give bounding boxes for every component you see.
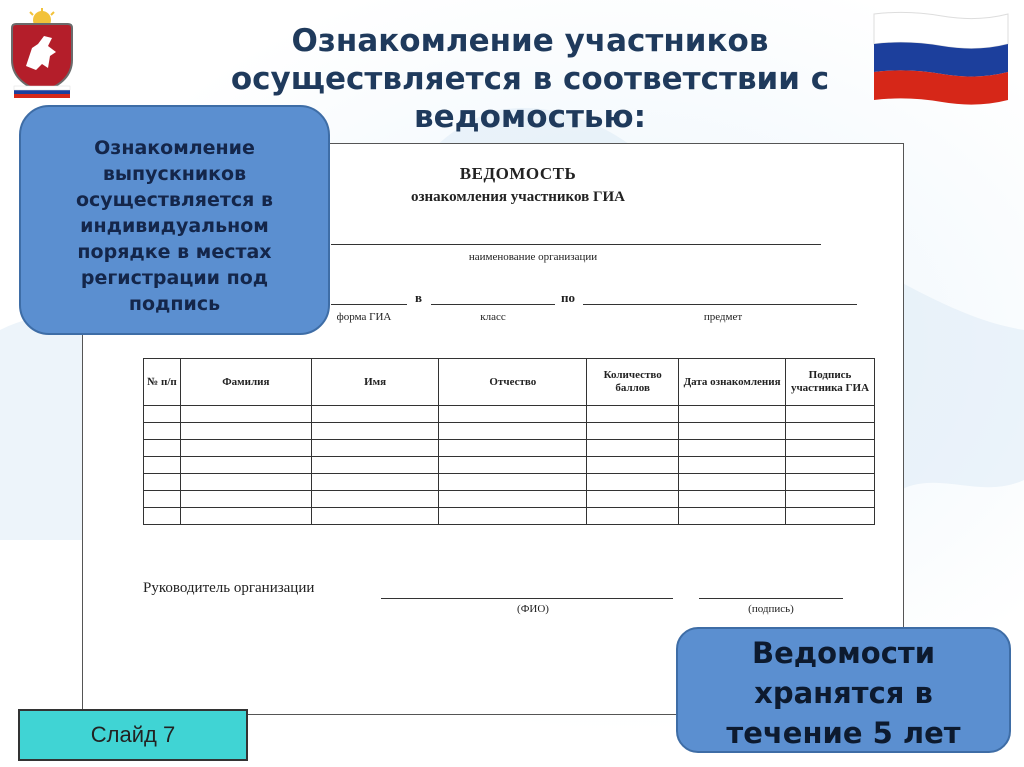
col-name: Имя	[311, 359, 439, 406]
table-cell	[679, 474, 786, 491]
table-cell	[311, 474, 439, 491]
callout-right-line: Ведомости	[751, 636, 936, 670]
sep-v: в	[415, 290, 423, 305]
title-line-1: Ознакомление участников	[291, 23, 769, 59]
form-line	[331, 304, 407, 305]
subject-line	[583, 304, 857, 305]
table-cell	[679, 491, 786, 508]
table-cell	[439, 457, 587, 474]
class-caption: класс	[480, 311, 506, 323]
col-signature: Подпись участника ГИА	[786, 359, 875, 406]
table-cell	[144, 491, 181, 508]
table-cell	[679, 457, 786, 474]
table-cell	[311, 457, 439, 474]
table-cell	[180, 474, 311, 491]
table-row	[144, 508, 875, 525]
table-cell	[587, 440, 679, 457]
table-row	[144, 491, 875, 508]
table-cell	[144, 457, 181, 474]
callout-left-line: Ознакомление	[94, 137, 255, 159]
table-cell	[786, 423, 875, 440]
callout-left-line: индивидуальном	[80, 215, 269, 237]
director-fio-line	[381, 598, 673, 599]
table-cell	[180, 508, 311, 525]
table-cell	[144, 508, 181, 525]
table-cell	[439, 474, 587, 491]
table-cell	[439, 491, 587, 508]
sep-po: по	[561, 290, 575, 305]
table-cell	[439, 406, 587, 423]
callout-left	[19, 105, 330, 335]
table-cell	[786, 491, 875, 508]
col-number: № п/п	[144, 359, 181, 406]
callout-left-line: порядке в местах	[77, 241, 272, 263]
subject-caption: предмет	[703, 311, 743, 323]
fio-caption: (ФИО)	[517, 603, 549, 615]
slide-number-badge: Слайд 7	[18, 709, 248, 761]
table-cell	[180, 406, 311, 423]
org-line	[331, 244, 821, 245]
col-score: Количество баллов	[587, 359, 679, 406]
callout-right-line: хранятся в	[754, 676, 933, 710]
table-cell	[180, 440, 311, 457]
callout-left-line: осуществляется в	[75, 189, 273, 211]
table-row	[144, 440, 875, 457]
crimea-emblem	[8, 8, 76, 100]
title-line-2: осуществляется в соответствии с	[230, 61, 830, 97]
table-cell	[144, 406, 181, 423]
table-cell	[180, 457, 311, 474]
table-cell	[587, 491, 679, 508]
callout-left-line: подпись	[128, 293, 221, 315]
col-date: Дата ознакомления	[679, 359, 786, 406]
table-cell	[439, 508, 587, 525]
table-cell	[311, 508, 439, 525]
table-cell	[311, 491, 439, 508]
callout-left-line: выпускников	[102, 163, 247, 185]
col-surname: Фамилия	[180, 359, 311, 406]
table-row	[144, 474, 875, 491]
table-cell	[587, 423, 679, 440]
table-cell	[587, 457, 679, 474]
participants-table	[143, 358, 875, 525]
table-cell	[587, 406, 679, 423]
table-cell	[439, 440, 587, 457]
table-cell	[311, 440, 439, 457]
table-cell	[439, 423, 587, 440]
table-header-row	[144, 359, 875, 406]
table-cell	[180, 491, 311, 508]
table-cell	[786, 440, 875, 457]
table-cell	[786, 508, 875, 525]
callout-left-line: регистрации под	[80, 267, 269, 289]
table-cell	[587, 474, 679, 491]
table-cell	[786, 406, 875, 423]
director-label: Руководитель организации	[143, 580, 315, 596]
title-line-3: ведомостью:	[413, 99, 647, 135]
callout-right-line: течение 5 лет	[726, 716, 961, 750]
table-cell	[144, 423, 181, 440]
director-signature-line	[699, 598, 843, 599]
form-caption: форма ГИА	[336, 311, 392, 323]
table-cell	[311, 406, 439, 423]
table-cell	[180, 423, 311, 440]
org-caption: наименование организации	[468, 251, 598, 263]
table-row	[144, 406, 875, 423]
table-cell	[144, 474, 181, 491]
table-row	[144, 423, 875, 440]
callout-right	[676, 627, 1011, 753]
table-cell	[786, 474, 875, 491]
class-line	[431, 304, 555, 305]
table-cell	[144, 440, 181, 457]
table-cell	[786, 457, 875, 474]
form-title: ВЕДОМОСТЬ	[459, 164, 577, 183]
table-cell	[311, 423, 439, 440]
table-row	[144, 457, 875, 474]
table-cell	[679, 440, 786, 457]
table-cell	[679, 423, 786, 440]
table-cell	[679, 508, 786, 525]
col-patronymic: Отчество	[439, 359, 587, 406]
table-cell	[587, 508, 679, 525]
signature-caption: (подпись)	[748, 603, 794, 615]
form-subtitle: ознакомления участников ГИА	[410, 189, 625, 205]
table-cell	[679, 406, 786, 423]
